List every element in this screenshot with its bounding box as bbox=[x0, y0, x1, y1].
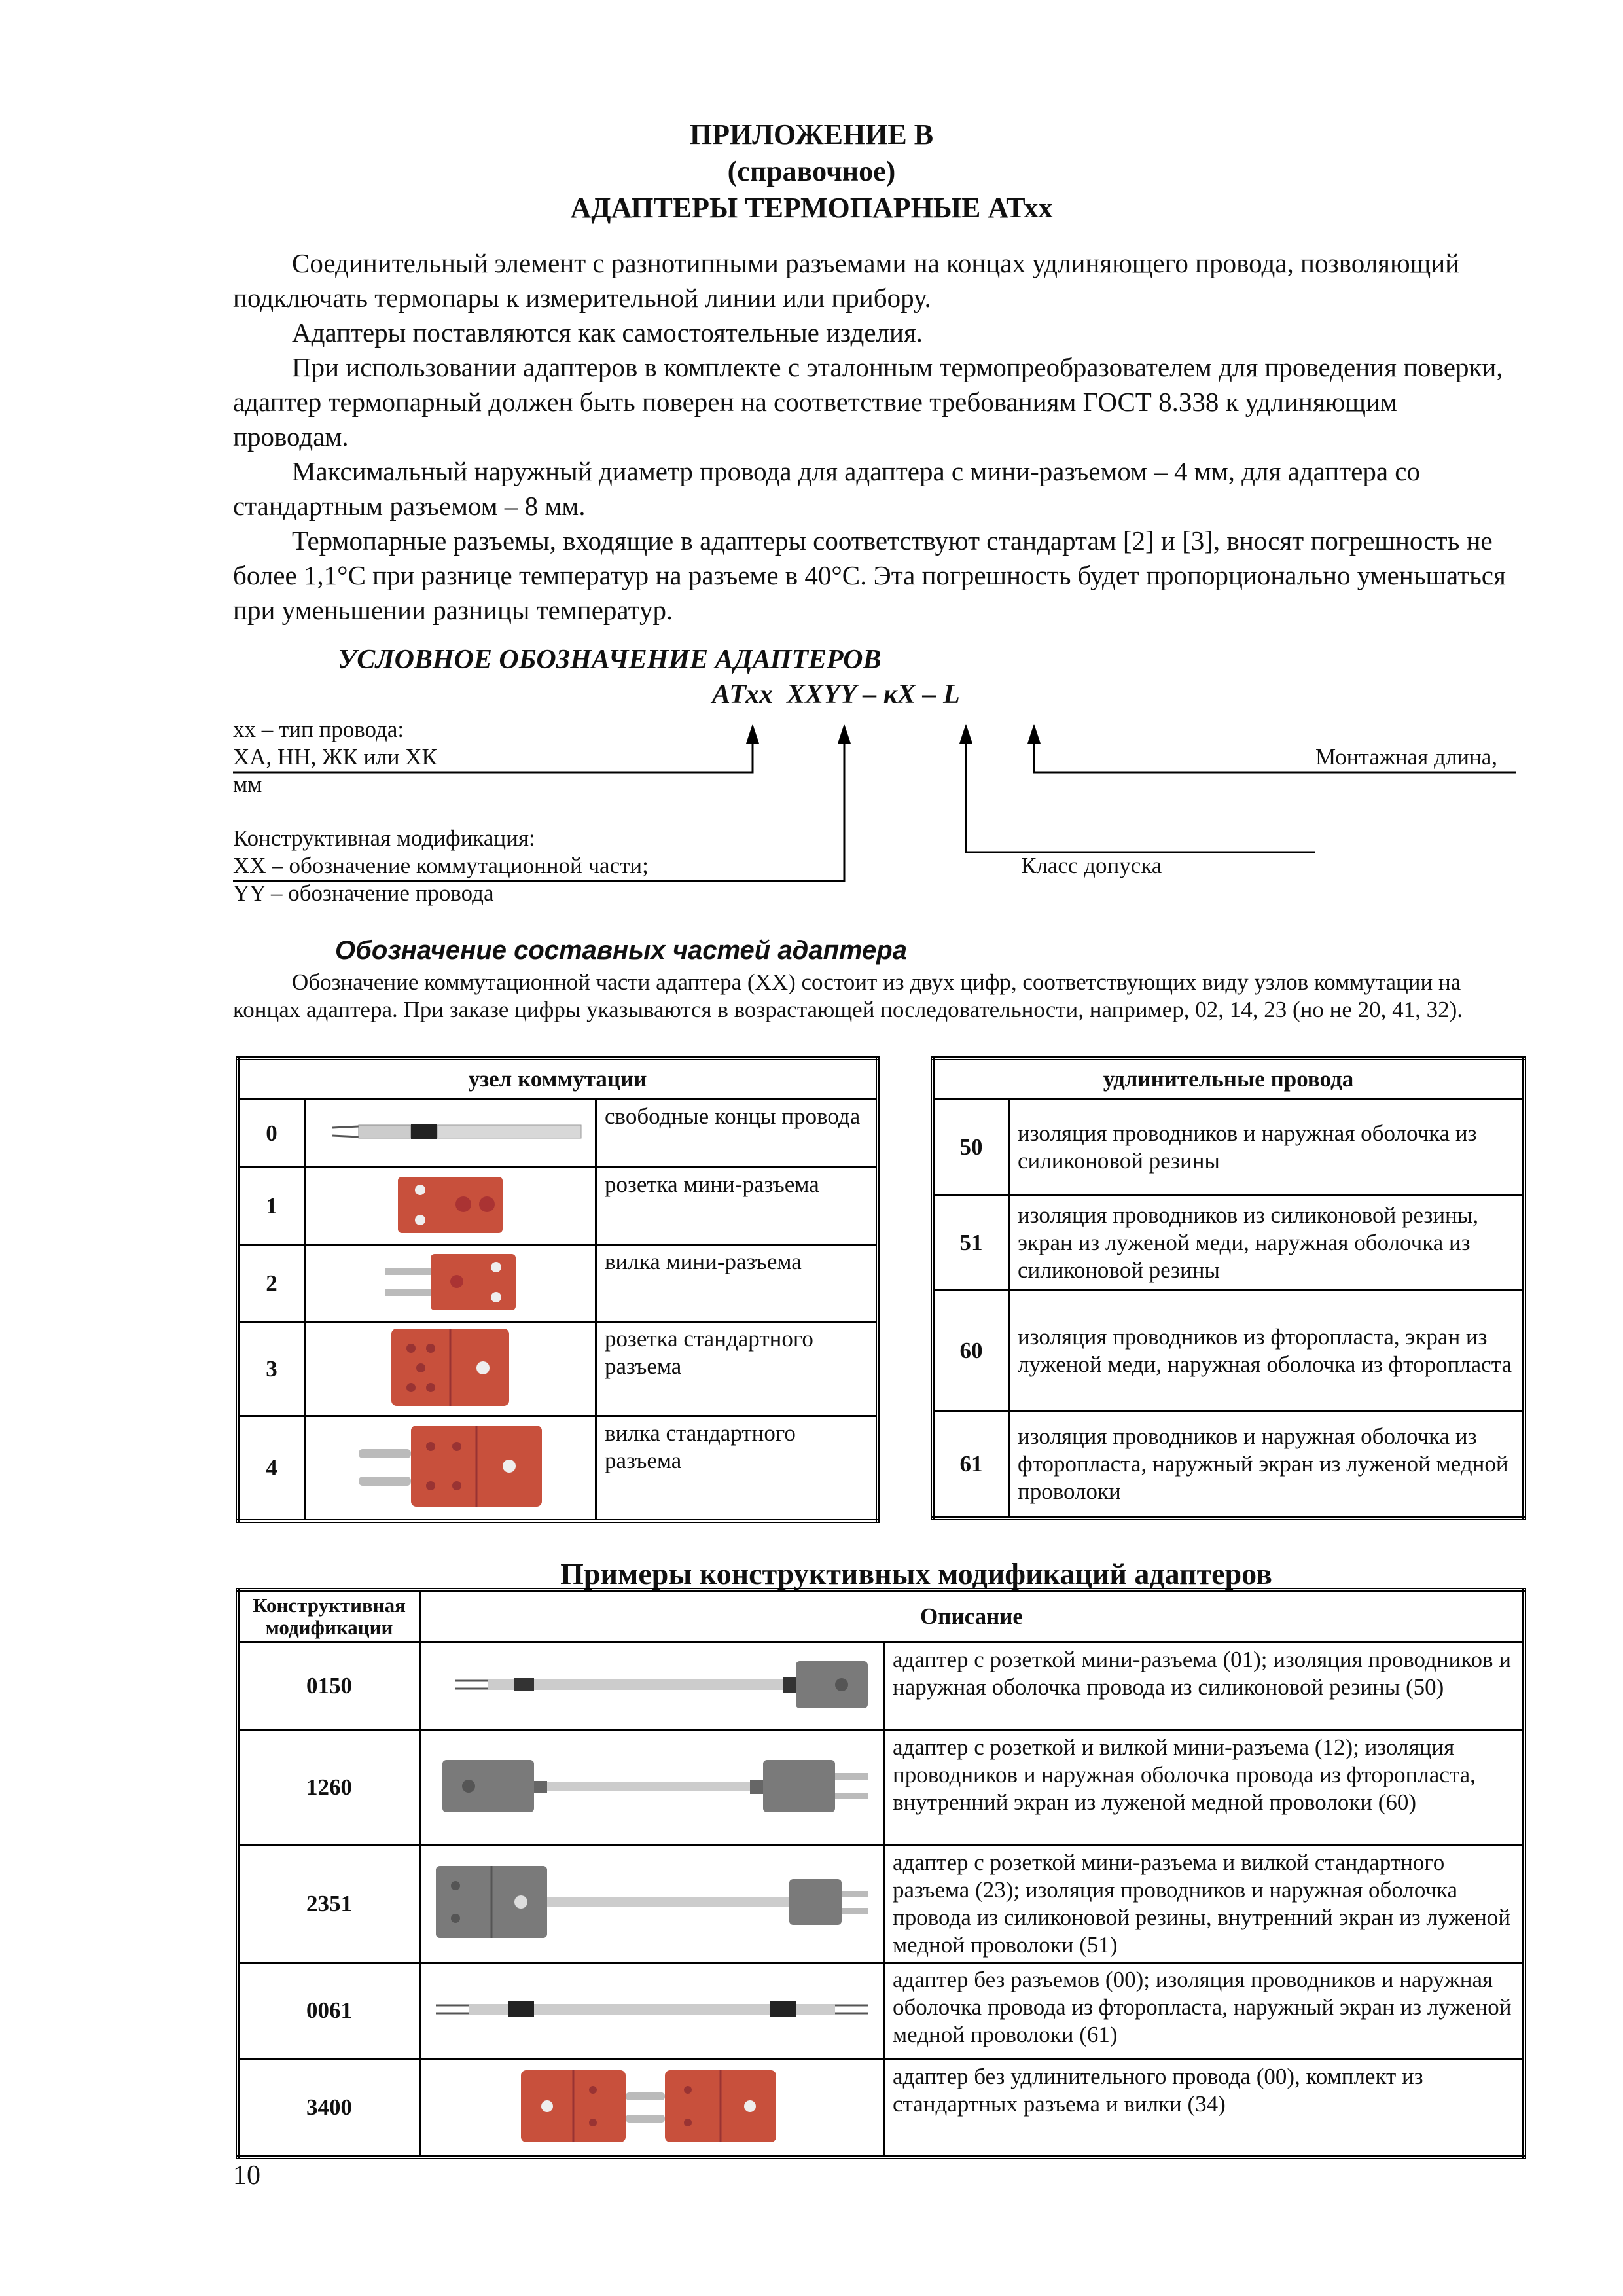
wire-code: 50 bbox=[933, 1100, 1009, 1195]
standard-plug-icon bbox=[305, 1416, 596, 1521]
appendix-subtitle: (справочное) bbox=[727, 155, 896, 187]
node-text: вилка стандартного разъема bbox=[596, 1416, 878, 1521]
col-desc: Описание bbox=[420, 1590, 1525, 1642]
wire-text: изоляция проводников и наружная оболочка из фторопласта, наружный экран из луженой медной проволоки bbox=[1009, 1411, 1525, 1518]
examples-heading: Примеры конструктивных модификаций адаптеров bbox=[560, 1557, 1272, 1590]
wire-text: изоляция проводников из силиконовой резины, экран из луженой меди, наружная оболочка из силиконовой резины bbox=[1009, 1195, 1525, 1291]
table-row bbox=[933, 1195, 1524, 1291]
example-text: адаптер с розеткой мини-разъема (01); изоляция проводников и наружная оболочка провода из силиконовой резины (50) bbox=[884, 1642, 1525, 1730]
designation-heading: УСЛОВНОЕ ОБОЗНАЧЕНИЕ АДАПТЕРОВ bbox=[338, 645, 882, 675]
wire-text: изоляция проводников из фторопласта, экран из луженой меди, наружная оболочка из фторопласта bbox=[1009, 1291, 1525, 1411]
wire-text: изоляция проводников и наружная оболочка из силиконовой резины bbox=[1009, 1100, 1525, 1195]
table-row bbox=[238, 1416, 878, 1521]
node-code: 1 bbox=[238, 1168, 305, 1245]
table-row bbox=[933, 1100, 1524, 1195]
col-mod: Конструктивная модификации bbox=[238, 1590, 420, 1642]
table-row bbox=[238, 1962, 1524, 2059]
adapter-1260-icon bbox=[420, 1730, 884, 1845]
mod-yy: YY – обозначение провода bbox=[233, 880, 494, 906]
tolerance-label: Класс допуска bbox=[1021, 853, 1162, 878]
intro-p4: Максимальный наружный диаметр провода для адаптера с мини-разъемом – 4 мм, для адаптера со стандартным разъемом – 8 мм. bbox=[233, 456, 1420, 521]
wire-code: 61 bbox=[933, 1411, 1009, 1518]
wire-type-options: ХА, НН, ЖК или ХК bbox=[233, 744, 437, 770]
example-code: 1260 bbox=[238, 1730, 420, 1845]
nodes-table bbox=[236, 1056, 880, 1523]
example-text: адаптер без удлинительного провода (00), комплект из стандартных разъема и вилки (34) bbox=[884, 2059, 1525, 2157]
table-row bbox=[933, 1411, 1524, 1518]
node-text: розетка мини-разъема bbox=[596, 1168, 878, 1245]
example-code: 0150 bbox=[238, 1642, 420, 1730]
wire-code: 60 bbox=[933, 1291, 1009, 1411]
node-text: вилка мини-разъема bbox=[596, 1245, 878, 1322]
mount-length-label: Монтажная длина, bbox=[1315, 744, 1498, 770]
adapter-title: АДАПТЕРЫ ТЕРМОПАРНЫЕ АТхх bbox=[570, 192, 1053, 224]
wire-code: 51 bbox=[933, 1195, 1009, 1291]
table-row bbox=[238, 1730, 1524, 1845]
table-row bbox=[238, 1845, 1524, 1962]
mm-unit: мм bbox=[233, 772, 262, 797]
wire-type-label: хх – тип провода: bbox=[233, 717, 404, 742]
table-row bbox=[933, 1291, 1524, 1411]
table-row bbox=[238, 1100, 878, 1168]
table-row bbox=[238, 1168, 878, 1245]
adapter-0150-icon bbox=[420, 1642, 884, 1730]
node-text: свободные концы провода bbox=[596, 1100, 878, 1168]
designation-arrows bbox=[0, 0, 1623, 916]
adapter-3400-icon bbox=[420, 2059, 884, 2157]
parts-text: Обозначение коммутационной части адаптера (ХХ) состоит из двух цифр, соответствующих виду узлов коммутации на концах адаптера. При заказе цифры указываются в возрастающей последовательности, например, 02, 14, 23 (но не 20, 41, 32). bbox=[233, 969, 1463, 1022]
appendix-title: ПРИЛОЖЕНИЕ В bbox=[689, 118, 934, 151]
mini-plug-icon bbox=[305, 1245, 596, 1322]
example-text: адаптер с розеткой и вилкой мини-разъема (12); изоляция проводников и наружная оболочка провода из фторопласта, внутренний экран из луженой медной проволоки (60) bbox=[884, 1730, 1525, 1845]
designation-code: АТхх ХХYY – кХ – L bbox=[712, 679, 960, 709]
mini-socket-icon bbox=[305, 1168, 596, 1245]
table-row bbox=[238, 1642, 1524, 1730]
table-row bbox=[238, 1322, 878, 1416]
intro-p3: При использовании адаптеров в комплекте с эталонным термопреобразователем для проведения поверки, адаптер термопарный должен быть поверен на соответствие требованиям ГОСТ 8.338 к удлиняющим проводам. bbox=[233, 352, 1503, 452]
example-text: адаптер без разъемов (00); изоляция проводников и наружная оболочка провода из фторопласта, наружный экран из луженой медной проволоки (61) bbox=[884, 1962, 1525, 2059]
table-row bbox=[238, 1245, 878, 1322]
standard-socket-icon bbox=[305, 1322, 596, 1416]
table-row bbox=[238, 2059, 1524, 2157]
example-code: 0061 bbox=[238, 1962, 420, 2059]
intro-p2: Адаптеры поставляются как самостоятельные изделия. bbox=[292, 317, 923, 348]
free-wire-ends-icon bbox=[305, 1100, 596, 1168]
intro-p5: Термопарные разъемы, входящие в адаптеры соответствуют стандартам [2] и [3], вносят погрешность не более 1,1°С при разнице температур на разъеме в 40°С. Эта погрешность будет пропорционально уменьшаться при уменьшении разницы температур. bbox=[233, 526, 1506, 625]
wires-table bbox=[931, 1056, 1526, 1520]
example-text: адаптер с розеткой мини-разъема и вилкой стандартного разъема (23); изоляция проводников и наружная оболочка провода из силиконовой резины, внутренний экран из луженой медной проволоки (51) bbox=[884, 1845, 1525, 1962]
mod-xx: ХХ – обозначение коммутационной части; bbox=[233, 853, 649, 878]
adapter-2351-icon bbox=[420, 1845, 884, 1962]
adapter-0061-icon bbox=[420, 1962, 884, 2059]
node-code: 0 bbox=[238, 1100, 305, 1168]
examples-table bbox=[236, 1588, 1526, 2159]
wires-header: удлинительные провода bbox=[933, 1058, 1524, 1100]
example-code: 3400 bbox=[238, 2059, 420, 2157]
parts-heading: Обозначение составных частей адаптера bbox=[335, 936, 907, 965]
node-code: 2 bbox=[238, 1245, 305, 1322]
example-code: 2351 bbox=[238, 1845, 420, 1962]
node-text: розетка стандартного разъема bbox=[596, 1322, 878, 1416]
intro-p1: Соединительный элемент с разнотипными разъемами на концах удлиняющего провода, позволяющий подключать термопары к измерительной линии или прибору. bbox=[233, 248, 1460, 313]
mod-label: Конструктивная модификация: bbox=[233, 825, 535, 851]
node-code: 3 bbox=[238, 1322, 305, 1416]
node-code: 4 bbox=[238, 1416, 305, 1521]
page-number: 10 bbox=[233, 2161, 260, 2191]
nodes-header: узел коммутации bbox=[238, 1058, 878, 1100]
